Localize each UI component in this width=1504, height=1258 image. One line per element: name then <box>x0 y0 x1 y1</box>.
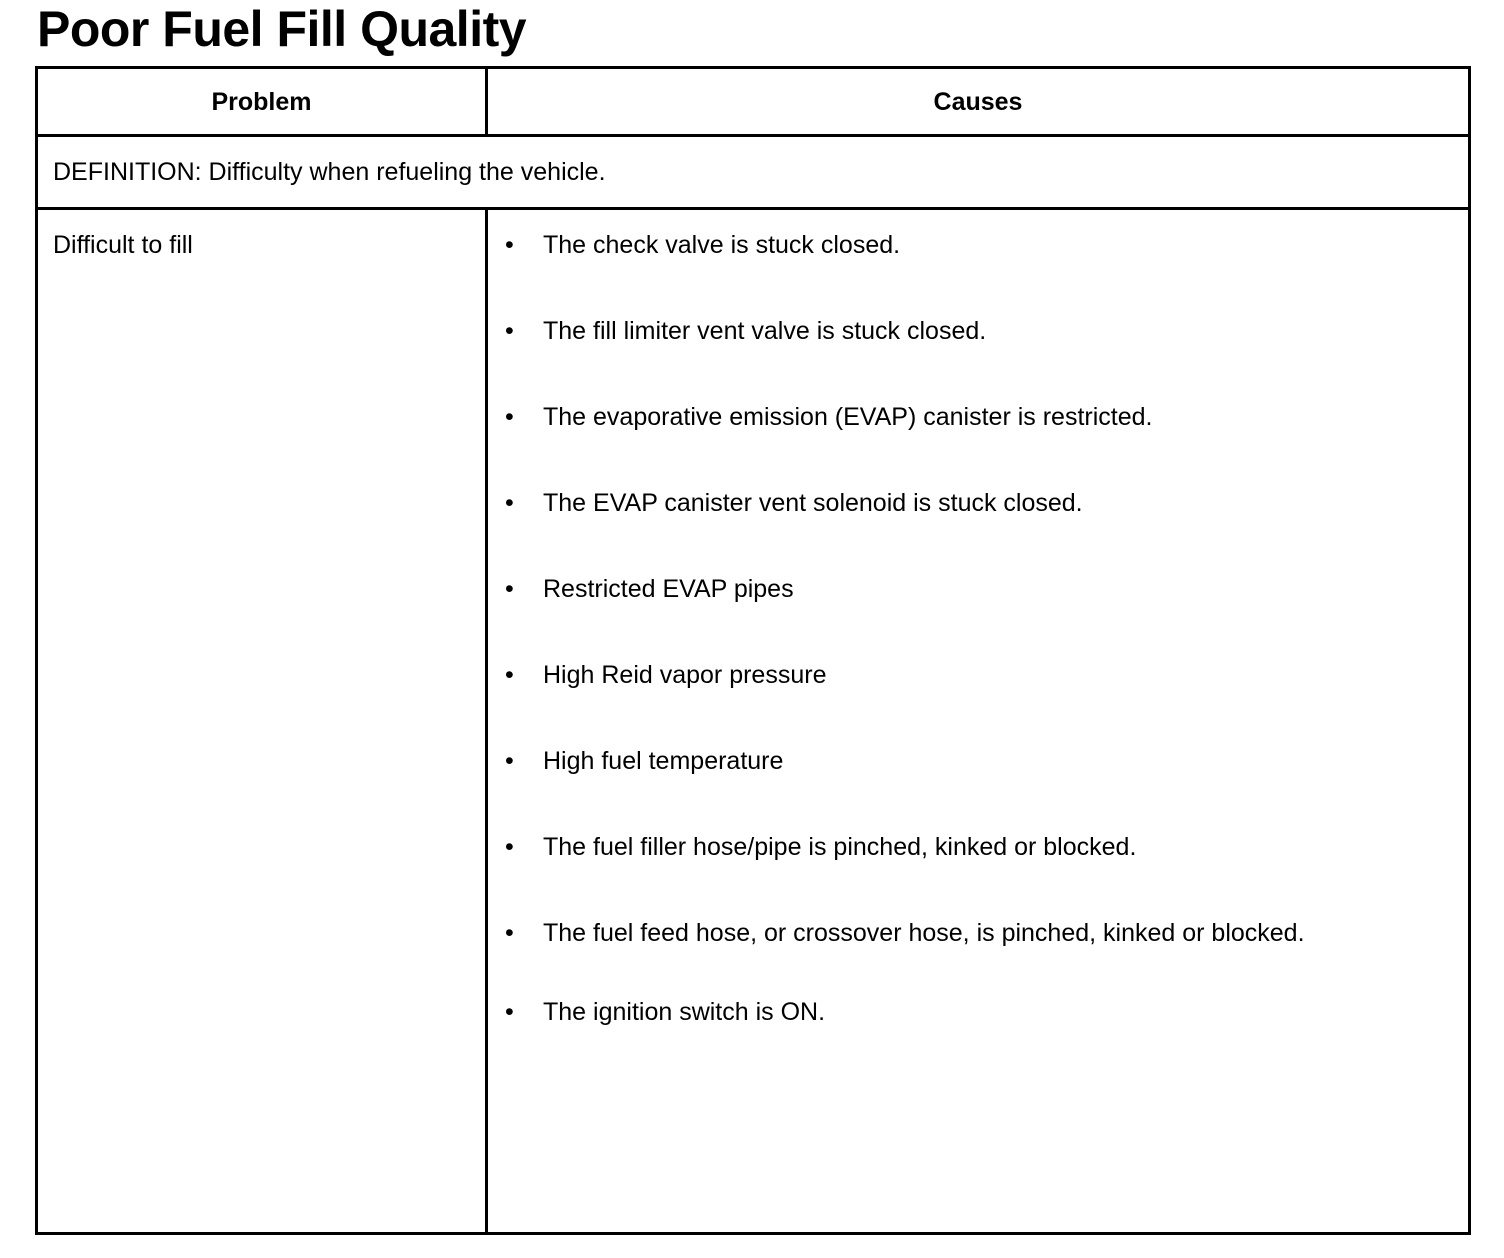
causes-column-header: Causes <box>487 68 1470 136</box>
bullet-icon: • <box>505 998 514 1026</box>
bullet-icon: • <box>505 575 514 603</box>
bullet-icon: • <box>505 747 514 775</box>
cause-text: The fill limiter vent valve is stuck closed. <box>543 317 987 345</box>
cause-text: The evaporative emission (EVAP) canister is restricted. <box>543 403 1153 431</box>
bullet-icon: • <box>505 403 514 431</box>
bullet-icon: • <box>505 661 514 689</box>
cause-item <box>503 746 1453 776</box>
bullet-icon: • <box>505 317 514 345</box>
definition-text: DEFINITION: Difficulty when refueling the vehicle. <box>37 136 1470 209</box>
cause-item <box>503 230 1453 260</box>
causes-cell <box>487 209 1470 1234</box>
cause-item <box>503 911 1453 956</box>
cause-item <box>503 402 1453 432</box>
cause-text: The ignition switch is ON. <box>543 998 826 1026</box>
bullet-icon: • <box>505 919 514 947</box>
cause-text: The fuel feed hose, or crossover hose, is pinched, kinked or blocked. <box>543 919 1305 947</box>
cause-item <box>503 488 1453 518</box>
cause-text: The check valve is stuck closed. <box>543 231 901 259</box>
definition-row <box>37 136 1470 209</box>
bullet-icon: • <box>505 833 514 861</box>
cause-item <box>503 316 1453 346</box>
problem-column-header: Problem <box>37 68 487 136</box>
cause-item <box>503 997 1453 1027</box>
cause-text: Restricted EVAP pipes <box>543 575 794 603</box>
page-title: Poor Fuel Fill Quality <box>37 1 527 57</box>
problem-causes-table <box>35 66 1471 1235</box>
cause-item <box>503 574 1453 604</box>
bullet-icon: • <box>505 231 514 259</box>
table-row <box>37 209 1470 1234</box>
table-header-row <box>37 68 1470 136</box>
cause-text: The fuel filler hose/pipe is pinched, kinked or blocked. <box>543 833 1137 861</box>
cause-text: High Reid vapor pressure <box>543 661 827 689</box>
cause-text: The EVAP canister vent solenoid is stuck closed. <box>543 489 1083 517</box>
bullet-icon: • <box>505 489 514 517</box>
cause-text: High fuel temperature <box>543 747 784 775</box>
causes-list <box>503 230 1453 1027</box>
problem-cell: Difficult to fill <box>37 209 487 1234</box>
cause-item <box>503 660 1453 690</box>
cause-item <box>503 832 1453 862</box>
